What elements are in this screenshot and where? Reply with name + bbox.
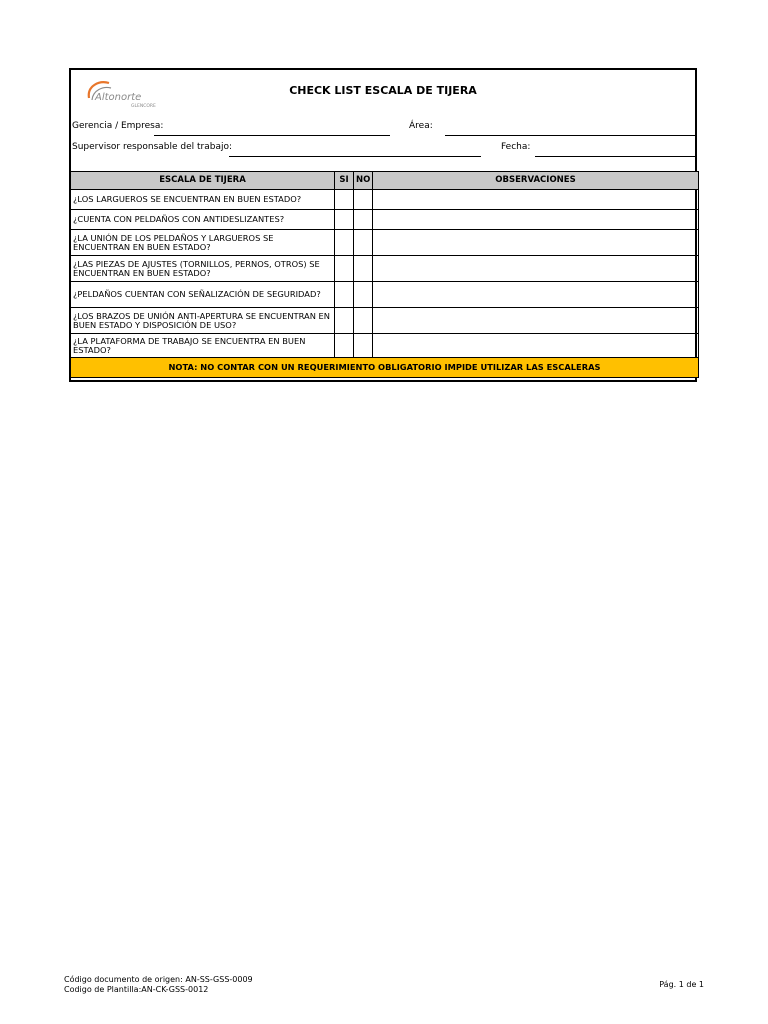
observaciones-cell[interactable]: [373, 230, 699, 256]
question-cell: ¿LA PLATAFORMA DE TRABAJO SE ENCUENTRA EN BUEN ESTADO?: [71, 334, 335, 358]
area-field[interactable]: [445, 135, 697, 136]
header-escala: ESCALA DE TIJERA: [71, 172, 335, 190]
fecha-label: Fecha:: [501, 142, 531, 152]
footer-page-number: Pág. 1 de 1: [659, 980, 704, 989]
question-cell: ¿CUENTA CON PELDAÑOS CON ANTIDESLIZANTES?: [71, 210, 335, 230]
nota-banner: NOTA: NO CONTAR CON UN REQUERIMIENTO OBLIGATORIO IMPIDE UTILIZAR LAS ESCALERAS: [71, 358, 699, 378]
fecha-field[interactable]: [535, 156, 697, 157]
table-row: [71, 308, 699, 334]
footer-plantilla: Codigo de Plantilla:AN-CK-GSS-0012: [64, 985, 209, 994]
si-cell[interactable]: [335, 334, 354, 358]
checklist-table: [70, 171, 699, 378]
header-no: NO: [354, 172, 373, 190]
si-cell[interactable]: [335, 190, 354, 210]
si-cell[interactable]: [335, 256, 354, 282]
supervisor-label: Supervisor responsable del trabajo:: [72, 142, 233, 152]
header-observaciones: OBSERVACIONES: [373, 172, 699, 190]
no-cell[interactable]: [354, 210, 373, 230]
question-cell: ¿LOS LARGUEROS SE ENCUENTRAN EN BUEN ESTADO?: [71, 190, 335, 210]
observaciones-cell[interactable]: [373, 210, 699, 230]
no-cell[interactable]: [354, 230, 373, 256]
no-cell[interactable]: [354, 308, 373, 334]
logo-subtext: GLENCORE: [131, 104, 156, 109]
observaciones-cell[interactable]: [373, 282, 699, 308]
header-si: SI: [335, 172, 354, 190]
si-cell[interactable]: [335, 282, 354, 308]
observaciones-cell[interactable]: [373, 308, 699, 334]
si-cell[interactable]: [335, 210, 354, 230]
table-row: [71, 230, 699, 256]
observaciones-cell[interactable]: [373, 256, 699, 282]
question-cell: ¿LA UNIÓN DE LOS PELDAÑOS Y LARGUEROS SE ENCUENTRAN EN BUEN ESTADO?: [71, 230, 335, 256]
gerencia-field[interactable]: [154, 135, 390, 136]
checklist-sheet: [69, 68, 697, 382]
logo-text: Altonorte: [95, 92, 142, 103]
table-row: [71, 256, 699, 282]
si-cell[interactable]: [335, 308, 354, 334]
si-cell[interactable]: [335, 230, 354, 256]
table-row: [71, 282, 699, 308]
question-cell: ¿PELDAÑOS CUENTAN CON SEÑALIZACIÓN DE SEGURIDAD?: [71, 282, 335, 308]
no-cell[interactable]: [354, 282, 373, 308]
nota-row: [71, 358, 699, 378]
question-cell: ¿LAS PIEZAS DE AJUSTES (TORNILLOS, PERNOS, OTROS) SE ENCUENTRAN EN BUEN ESTADO?: [71, 256, 335, 282]
table-row: [71, 190, 699, 210]
table-header-row: [71, 172, 699, 190]
footer-origen: Código documento de origen: AN-SS-GSS-0009: [64, 975, 253, 984]
no-cell[interactable]: [354, 334, 373, 358]
table-row: [71, 210, 699, 230]
no-cell[interactable]: [354, 190, 373, 210]
question-cell: ¿LOS BRAZOS DE UNIÓN ANTI-APERTURA SE ENCUENTRAN EN BUEN ESTADO Y DISPOSICIÓN DE USO?: [71, 308, 335, 334]
gerencia-label: Gerencia / Empresa:: [72, 121, 164, 131]
observaciones-cell[interactable]: [373, 190, 699, 210]
no-cell[interactable]: [354, 256, 373, 282]
footer-codes: [64, 975, 253, 995]
table-row: [71, 334, 699, 358]
observaciones-cell[interactable]: [373, 334, 699, 358]
area-label: Área:: [409, 121, 433, 131]
page-title: CHECK LIST ESCALA DE TIJERA: [289, 84, 477, 97]
supervisor-field[interactable]: [229, 156, 481, 157]
